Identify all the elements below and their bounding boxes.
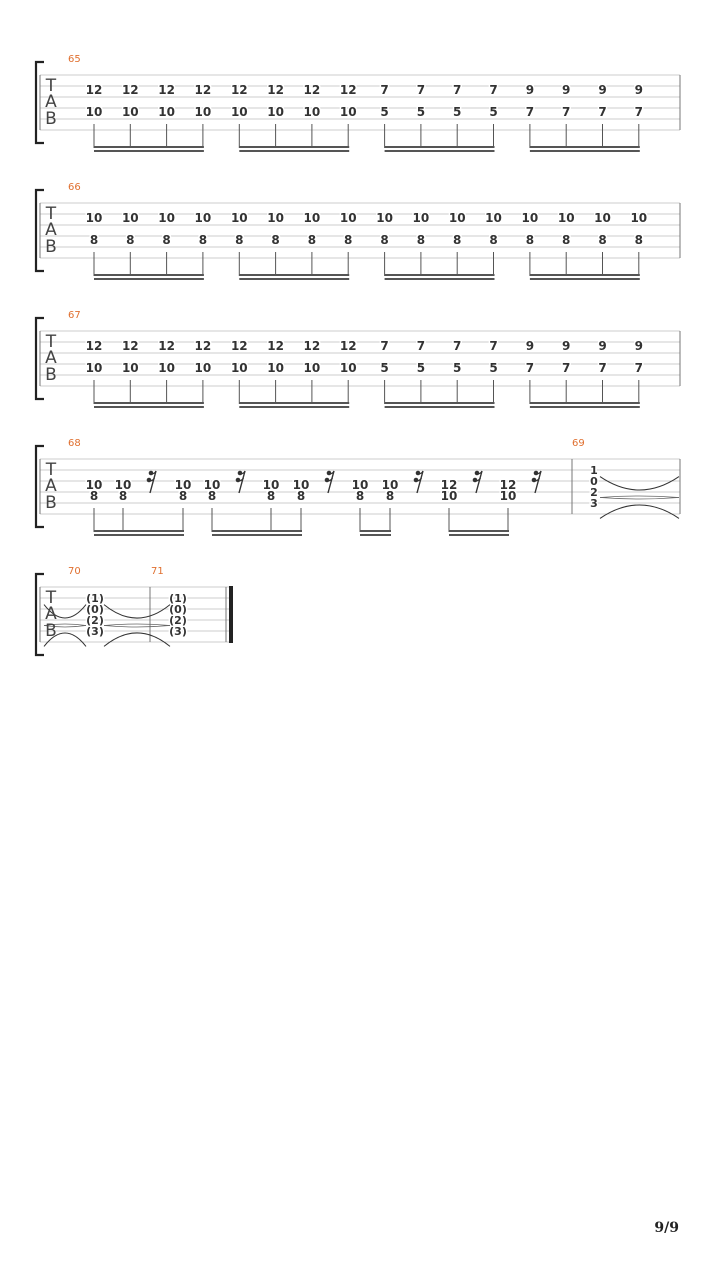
fret-number: 7 xyxy=(453,339,462,353)
fret-number: 10 xyxy=(303,105,321,119)
fret-number: 8 xyxy=(271,233,280,247)
fret-number: 10 xyxy=(121,361,139,375)
fret-number: 12 xyxy=(339,83,357,97)
beam xyxy=(94,402,204,404)
fret-number: 8 xyxy=(207,489,217,503)
chord-fret: 2 xyxy=(590,486,598,499)
beam xyxy=(239,402,349,404)
fret-number: 10 xyxy=(194,361,212,375)
fret-number: 8 xyxy=(416,233,426,247)
beam xyxy=(94,534,184,536)
fret-number: 10 xyxy=(230,105,248,119)
fret-number: 12 xyxy=(267,83,284,97)
tab-clef-t: T xyxy=(45,460,57,480)
beam xyxy=(239,146,349,148)
fret-number: 7 xyxy=(489,339,498,353)
fret-number: 8 xyxy=(307,233,317,247)
fret-number: 7 xyxy=(598,361,607,375)
fret-number: 7 xyxy=(598,105,607,119)
fret-number: 12 xyxy=(440,478,458,492)
fret-number: 10 xyxy=(267,211,284,225)
tie-arc xyxy=(104,626,170,628)
fret-number: 12 xyxy=(194,83,212,97)
beam xyxy=(530,278,640,280)
fret-number: 8 xyxy=(344,233,353,247)
fret-number: 10 xyxy=(230,361,248,375)
fret-number: 8 xyxy=(89,233,99,247)
fret-number: 8 xyxy=(380,233,389,247)
fret-number: 12 xyxy=(230,339,248,353)
fret-number: 12 xyxy=(339,339,357,353)
final-barline xyxy=(229,586,233,643)
beam xyxy=(530,150,640,152)
bar-number: 66 xyxy=(68,182,81,193)
fret-number: 10 xyxy=(85,105,103,119)
beam xyxy=(360,530,391,532)
fret-number: 8 xyxy=(562,233,571,247)
tab-clef-b: B xyxy=(45,365,57,385)
tab-system xyxy=(36,310,680,408)
fret-number: 10 xyxy=(376,211,393,225)
chord-fret: 1 xyxy=(590,464,598,477)
fret-number: 10 xyxy=(381,478,399,492)
fret-number: 8 xyxy=(385,489,395,503)
fret-number: 5 xyxy=(380,105,389,119)
fret-number: 10 xyxy=(557,211,575,225)
beam xyxy=(530,274,640,276)
fret-number: 10 xyxy=(158,211,175,225)
fret-number: 10 xyxy=(521,211,539,225)
fret-number: 7 xyxy=(562,361,571,375)
fret-number: 8 xyxy=(126,233,135,247)
fret-number: 10 xyxy=(499,489,517,503)
fret-number: 9 xyxy=(598,83,607,97)
fret-number: 10 xyxy=(339,361,357,375)
tie-arc xyxy=(104,633,170,646)
bar-number: 65 xyxy=(68,54,81,65)
fret-number: 12 xyxy=(85,83,103,97)
fret-number: 5 xyxy=(380,361,389,375)
fret-number: 7 xyxy=(489,83,498,97)
tie-arc xyxy=(600,496,679,498)
beam xyxy=(385,406,495,408)
tab-clef-a: A xyxy=(45,604,57,624)
fret-number: 10 xyxy=(203,478,221,492)
fret-number: 10 xyxy=(351,478,369,492)
fret-number: 9 xyxy=(634,83,643,97)
beam xyxy=(94,530,184,532)
fret-number: 5 xyxy=(416,105,426,119)
beam xyxy=(212,530,302,532)
fret-number: 10 xyxy=(262,478,280,492)
fret-number: 7 xyxy=(562,105,571,119)
bar-number: 70 xyxy=(68,566,81,577)
chord-fret: (1) xyxy=(86,592,104,605)
fret-number: 8 xyxy=(162,233,171,247)
fret-number: 10 xyxy=(292,478,310,492)
bar-number: 69 xyxy=(572,438,585,449)
fret-number: 5 xyxy=(489,105,498,119)
fret-number: 12 xyxy=(121,83,139,97)
beam xyxy=(94,406,204,408)
fret-number: 10 xyxy=(485,211,502,225)
fret-number: 7 xyxy=(416,83,426,97)
fret-number: 8 xyxy=(634,233,643,247)
fret-number: 5 xyxy=(453,105,462,119)
fret-number: 9 xyxy=(598,339,607,353)
tie-arc xyxy=(104,624,170,626)
tab-clef-a: A xyxy=(45,348,57,368)
page-number: 9/9 xyxy=(654,1220,679,1236)
fret-number: 8 xyxy=(598,233,607,247)
fret-number: 12 xyxy=(194,339,212,353)
fret-number: 10 xyxy=(303,361,321,375)
fret-number: 7 xyxy=(453,83,462,97)
fret-number: 7 xyxy=(380,83,389,97)
fret-number: 8 xyxy=(235,233,244,247)
bar-number: 67 xyxy=(68,310,81,321)
fret-number: 7 xyxy=(380,339,389,353)
beam xyxy=(530,402,640,404)
fret-number: 10 xyxy=(121,211,139,225)
tab-clef-b: B xyxy=(45,237,57,257)
fret-number: 10 xyxy=(448,211,466,225)
fret-number: 10 xyxy=(267,105,284,119)
beam xyxy=(449,534,509,536)
fret-number: 9 xyxy=(525,339,535,353)
fret-number: 5 xyxy=(416,361,426,375)
tab-system xyxy=(36,182,680,280)
fret-number: 10 xyxy=(339,105,357,119)
tab-clef-b: B xyxy=(45,493,57,513)
fret-number: 10 xyxy=(158,105,175,119)
chord-fret: 3 xyxy=(590,497,598,510)
chord-fret: 0 xyxy=(590,475,598,488)
bar-number: 68 xyxy=(68,438,81,449)
tab-clef-t: T xyxy=(45,204,57,224)
tab-system xyxy=(36,566,233,655)
fret-number: 8 xyxy=(266,489,276,503)
fret-number: 10 xyxy=(114,478,132,492)
tie-arc xyxy=(104,605,170,618)
fret-number: 7 xyxy=(634,361,643,375)
beam xyxy=(239,278,349,280)
fret-number: 7 xyxy=(416,339,426,353)
fret-number: 5 xyxy=(489,361,498,375)
fret-number: 7 xyxy=(525,361,535,375)
fret-number: 7 xyxy=(634,105,643,119)
fret-number: 9 xyxy=(525,83,535,97)
fret-number: 10 xyxy=(85,361,103,375)
tab-clef-a: A xyxy=(45,220,57,240)
beam xyxy=(94,274,204,276)
fret-number: 8 xyxy=(489,233,498,247)
fret-number: 10 xyxy=(230,211,248,225)
tie-arc xyxy=(600,477,679,490)
fret-number: 5 xyxy=(453,361,462,375)
fret-number: 10 xyxy=(158,361,175,375)
fret-number: 10 xyxy=(440,489,458,503)
fret-number: 7 xyxy=(525,105,535,119)
chord-fret: (2) xyxy=(86,614,104,627)
tab-system xyxy=(36,438,680,536)
fret-number: 10 xyxy=(174,478,192,492)
chord-fret: (3) xyxy=(86,625,104,638)
beam xyxy=(385,278,495,280)
fret-number: 8 xyxy=(453,233,462,247)
beam xyxy=(94,146,204,148)
beam xyxy=(239,406,349,408)
fret-number: 8 xyxy=(355,489,365,503)
beam xyxy=(94,278,204,280)
fret-number: 8 xyxy=(89,489,99,503)
bar-number: 71 xyxy=(151,566,164,577)
tab-clef-b: B xyxy=(45,109,57,129)
beam xyxy=(385,146,495,148)
beam xyxy=(239,150,349,152)
fret-number: 10 xyxy=(85,478,103,492)
fret-number: 8 xyxy=(296,489,306,503)
fret-number: 9 xyxy=(562,83,571,97)
fret-number: 12 xyxy=(121,339,139,353)
tab-clef-a: A xyxy=(45,476,57,496)
beam xyxy=(212,534,302,536)
fret-number: 10 xyxy=(303,211,321,225)
fret-number: 12 xyxy=(230,83,248,97)
chord-fret: (0) xyxy=(86,603,104,616)
beam xyxy=(94,150,204,152)
tab-system xyxy=(36,54,680,152)
tie-arc xyxy=(600,505,679,518)
tab-clef-t: T xyxy=(45,588,57,608)
fret-number: 12 xyxy=(303,83,321,97)
tab-clef-t: T xyxy=(45,332,57,352)
fret-number: 10 xyxy=(412,211,430,225)
tie-arc xyxy=(600,498,679,500)
chord-fret: (2) xyxy=(169,614,187,627)
fret-number: 8 xyxy=(525,233,535,247)
beam xyxy=(385,150,495,152)
beam xyxy=(385,402,495,404)
beam xyxy=(530,146,640,148)
fret-number: 12 xyxy=(267,339,284,353)
chord-fret: (0) xyxy=(169,603,187,616)
fret-number: 9 xyxy=(562,339,571,353)
fret-number: 10 xyxy=(194,105,212,119)
fret-number: 8 xyxy=(118,489,128,503)
beam xyxy=(360,534,391,536)
fret-number: 12 xyxy=(499,478,517,492)
fret-number: 10 xyxy=(630,211,648,225)
fret-number: 8 xyxy=(178,489,188,503)
fret-number: 12 xyxy=(85,339,103,353)
tab-clef-a: A xyxy=(45,92,57,112)
beam xyxy=(385,274,495,276)
tab-clef-b: B xyxy=(45,621,57,641)
fret-number: 10 xyxy=(594,211,611,225)
fret-number: 10 xyxy=(339,211,357,225)
tab-clef-t: T xyxy=(45,76,57,96)
chord-fret: (3) xyxy=(169,625,187,638)
beam xyxy=(239,274,349,276)
fret-number: 10 xyxy=(267,361,284,375)
fret-number: 9 xyxy=(634,339,643,353)
fret-number: 10 xyxy=(194,211,212,225)
fret-number: 12 xyxy=(158,339,175,353)
fret-number: 8 xyxy=(198,233,208,247)
beam xyxy=(449,530,509,532)
beam xyxy=(530,406,640,408)
fret-number: 10 xyxy=(121,105,139,119)
fret-number: 10 xyxy=(85,211,103,225)
chord-fret: (1) xyxy=(169,592,187,605)
fret-number: 12 xyxy=(303,339,321,353)
fret-number: 12 xyxy=(158,83,175,97)
